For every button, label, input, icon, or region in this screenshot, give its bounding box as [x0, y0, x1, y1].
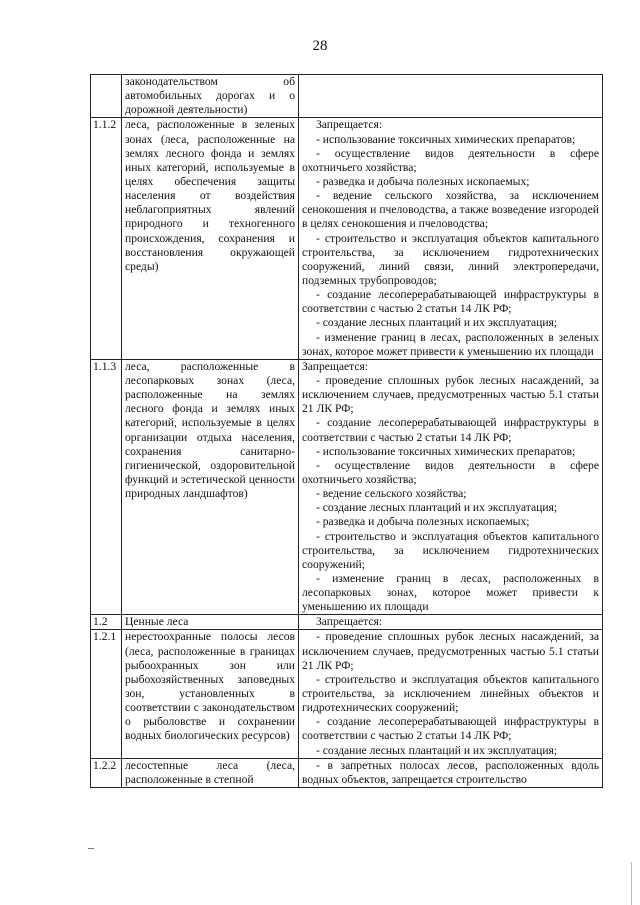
restrictions-heading: Запрещается: [302, 359, 369, 373]
restriction-item: - осуществление видов деятельности в сфере охотничьего хозяйства; [302, 458, 599, 486]
restriction-item: - создание лесных плантаций и их эксплуатация; [316, 743, 558, 757]
restriction-item: - создание лесоперерабатывающей инфраструктуры в соответствии с частью 2 статьи 14 ЛК РФ; [302, 416, 599, 444]
table-row [91, 630, 603, 758]
scan-artifact [88, 848, 94, 849]
restrictions-cell [299, 630, 603, 758]
restriction-item: - проведение сплошных рубок лесных насаждений, за исключением случаев, предусмотренных частью 5.1 статьи 21 ЛК РФ; [302, 630, 599, 672]
restriction-item: - изменение границ в лесах, расположенных в лесопарковых зонах, которое может привести к уменьшению их площади [302, 571, 599, 614]
restriction-item: - проведение сплошных рубок лесных насаждений, за исключением случаев, предусмотренных частью 5.1 статьи 21 ЛК РФ; [302, 373, 599, 416]
row-number [91, 75, 122, 118]
table-row [91, 758, 603, 787]
restriction-item: - разведка и добыча полезных ископаемых; [316, 174, 530, 188]
restrictions-cell [299, 75, 603, 118]
regulations-table [90, 74, 603, 788]
restriction-item: - строительство и эксплуатация объектов капитального строительства, за исключением линейных объектов и гидротехнических сооружений; [302, 672, 599, 715]
row-number: 1.1.3 [91, 359, 122, 615]
restriction-item: - создание лесных плантаций и их эксплуатация; [316, 501, 558, 515]
row-number: 1.2.1 [91, 630, 122, 758]
restrictions-heading: Запрещается: [316, 118, 383, 132]
table-row [91, 615, 603, 630]
restriction-item: - создание лесоперерабатывающей инфраструктуры в соответствии с частью 2 статьи 14 ЛК РФ; [302, 288, 599, 316]
forest-category-description: лесостепные леса (леса, расположенные в степной [122, 758, 299, 787]
table-row [91, 75, 603, 118]
restriction-item: - разведка и добыча полезных ископаемых; [316, 515, 530, 529]
forest-category-description: леса, расположенные в зеленых зонах (леса, расположенные на землях лесного фонда и землях иных категорий, используемые в целях обеспечения защиты населения от воздействия неблагоприятных явлений природного и техногенного происхождения, сохранения и восстановления окружающей среды) [122, 118, 299, 359]
restriction-item: - изменение границ в лесах, расположенных в зеленых зонах, которое может привести к уменьшению их площади [302, 330, 599, 358]
restrictions-cell [299, 758, 603, 787]
restrictions-cell [299, 118, 603, 359]
row-number: 1.2.2 [91, 758, 122, 787]
restriction-item: - строительство и эксплуатация объектов капитального строительства, за исключением гидротехнических сооружений; [302, 529, 599, 571]
scan-artifact [631, 862, 632, 905]
restriction-item: - строительство и эксплуатация объектов капитального строительства, за исключением гидротехнических сооружений, линий связи, линий электропередачи, подземных трубопроводов; [302, 231, 599, 287]
restriction-item: - создание лесоперерабатывающей инфраструктуры в соответствии с частью 2 статьи 14 ЛК РФ; [302, 715, 599, 743]
row-number: 1.1.2 [91, 118, 122, 359]
forest-category-description: леса, расположенные в лесопарковых зонах (леса, расположенные на землях лесного фонда и землях иных категорий, используемые в целях организации отдыха населения, сохранения санитарно-гигиенической, оздоровительной функций и эстетической ценности природных ландшафтов) [122, 359, 299, 615]
restrictions-cell [299, 359, 603, 615]
restriction-item: - использование токсичных химических препаратов; [316, 132, 576, 146]
restriction-item: - создание лесных плантаций и их эксплуатация; [316, 316, 558, 330]
row-number: 1.2 [91, 615, 122, 630]
restrictions-cell [299, 615, 603, 630]
restriction-item: - в запретных полосах лесов, расположенных вдоль водных объектов, запрещается строительство [302, 758, 599, 786]
table-row [91, 118, 603, 359]
table-row [91, 359, 603, 615]
forest-category-description: Ценные леса [122, 615, 299, 630]
restriction-item: - использование токсичных химических препаратов; [316, 444, 576, 458]
restrictions-heading: Запрещается: [316, 615, 383, 629]
page-number: 28 [312, 38, 328, 54]
restriction-item: - ведение сельского хозяйства; [316, 487, 467, 501]
forest-category-description: законодательством об автомобильных дорогах и о дорожной деятельности) [122, 75, 299, 118]
restriction-item: - ведение сельского хозяйства, за исключением сенокошения и пчеловодства, а также возведение изгородей в целях сенокошения и пчеловодства; [302, 189, 599, 231]
forest-category-description: нерестоохранные полосы лесов (леса, расположенные в границах рыбоохранных зон или рыбохозяйственных заповедных зон, установленных в соответствии с законодательством о рыболовстве и сохранении водных биологических ресурсов) [122, 630, 299, 758]
restriction-item: - осуществление видов деятельности в сфере охотничьего хозяйства; [302, 146, 599, 174]
